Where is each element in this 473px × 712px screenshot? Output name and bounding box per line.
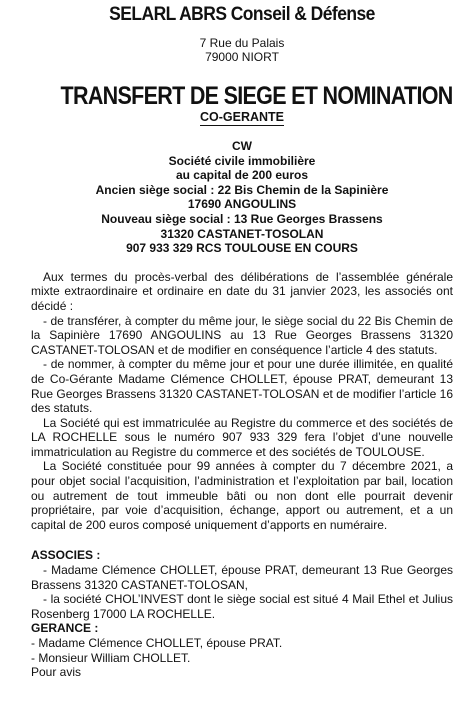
associate-item: - la société CHOL’INVEST dont le siège social est situé 4 Mail Ethel et Julius Rosenberg 17000 LA ROCHELLE. xyxy=(31,592,453,621)
company-new-office: Nouveau siège social : 13 Rue Georges Brassens xyxy=(101,211,383,226)
manager-item: - Monsieur William CHOLLET. xyxy=(31,650,191,665)
firm-address-street: 7 Rue du Palais xyxy=(199,36,285,50)
company-block xyxy=(31,139,453,256)
decision-transfer: - de transférer, à compter du même jour, le siège social du 22 Bis Chemin de la Sapinière 17690 ANGOULINS au 13 Rue Georges Brassens 31320 CASTANET-TOLOSAN et de modifier en conséquence l’article 4 des statuts. xyxy=(31,313,453,357)
company-new-office-city: 31320 CASTANET-TOSOLAN xyxy=(160,226,324,241)
company-form: Société civile immobilière xyxy=(168,153,316,168)
decision-appointment: - de nommer, à compter du même jour et pour une durée illimitée, en qualité de Co-Gérante Madame Clémence CHOLLET, épouse PRAT, demeurant 13 Rue Georges Brassens 31320 CASTANET-TOLOSAN et de modifier l’article 16 des statuts. xyxy=(31,357,453,416)
company-capital: au capital de 200 euros xyxy=(175,168,309,183)
manager-item: - Madame Clémence CHOLLET, épouse PRAT. xyxy=(31,636,283,650)
associate-item: - Madame Clémence CHOLLET, épouse PRAT, demeurant 13 Rue Georges Brassens 31320 CASTANET-TOLOSAN, xyxy=(31,563,453,592)
firm-name: SELARL ABRS Conseil & Défense xyxy=(109,4,375,25)
registration-paragraph: La Société qui est immatriculée au Registre du commerce et des sociétés de LA ROCHELLE sous le numéro 907 933 329 fera l’objet d’une nouvelle immatriculation au Registre du commerce et des sociétés de TOULOUSE. xyxy=(31,415,453,459)
company-name: CW xyxy=(232,139,252,153)
intro-paragraph: Aux termes du procès-verbal des délibérations de l’assemblée générale mixte extraordinaire et ordinaire en date du 31 janvier 2023, les associés ont décidé : xyxy=(31,269,453,313)
company-registration: 907 933 329 RCS TOULOUSE EN COURS xyxy=(126,241,358,256)
purpose-paragraph: La Société constituée pour 99 années à compter du 7 décembre 2021, a pour objet social l’acquisition, l’administration et l’exploitation par bail, location ou autrement de tout immeuble bâti ou non dont elle pourrait devenir propriétaire, par voie d’acquisition, échange, apport ou autrement, et a un capital de 200 euros composé uniquement d’apports en numéraire. xyxy=(31,459,453,532)
firm-address-city: 79000 NIORT xyxy=(205,50,279,64)
closing-text: Pour avis xyxy=(31,665,82,680)
management-heading: GERANCE : xyxy=(31,621,99,636)
associates-heading: ASSOCIES : xyxy=(31,548,101,563)
notice-subtitle: CO-GERANTE xyxy=(199,110,285,124)
company-old-office-city: 17690 ANGOULINS xyxy=(187,197,297,212)
notice-title: TRANSFERT DE SIEGE ET NOMINATION xyxy=(60,82,453,110)
notice-subtitle-wrap xyxy=(31,108,453,126)
legal-notice xyxy=(0,4,473,712)
company-old-office: Ancien siège social : 22 Bis Chemin de la Sapinière xyxy=(95,182,389,197)
notice-body xyxy=(31,270,453,680)
